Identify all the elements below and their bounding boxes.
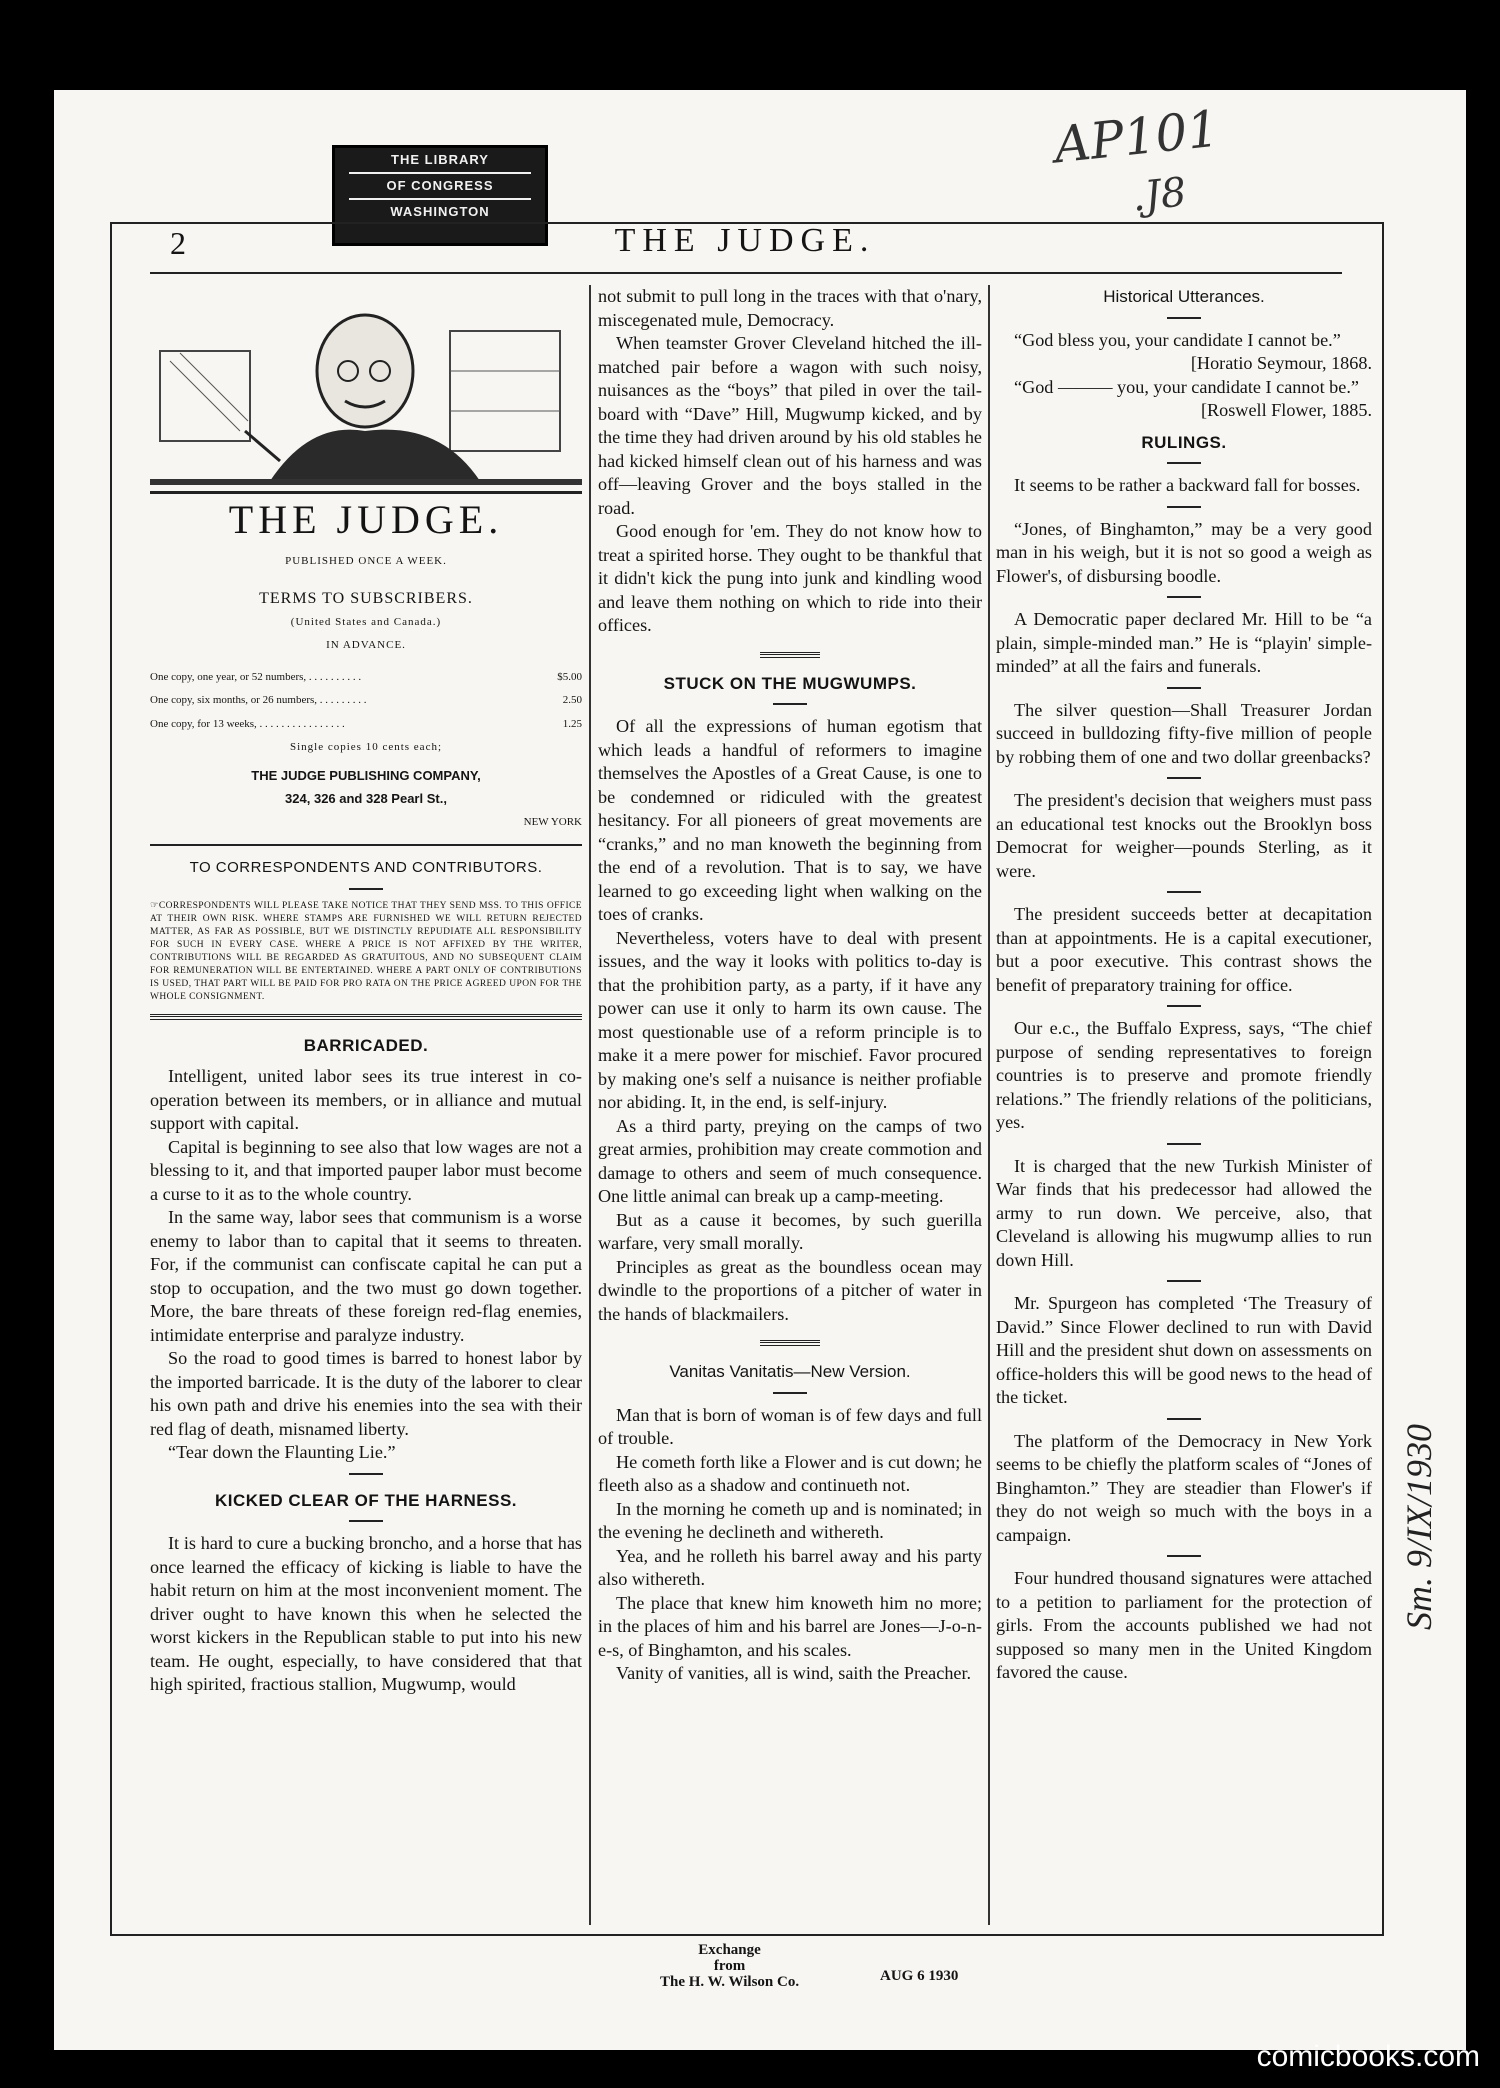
- rate-row: One copy, six months, or 26 numbers, . . . . . . . . . 2.50: [150, 694, 582, 706]
- dash-divider: [349, 888, 383, 890]
- judge-caricature-icon: [150, 291, 582, 491]
- ruling-item: The silver question—Shall Treasurer Jordan succeed in bulldozing fifty-five million of people by robbing them of one and two dollar greenbacks?: [996, 699, 1372, 767]
- box-title: THE JUDGE.: [228, 497, 504, 542]
- double-divider: [760, 652, 820, 658]
- ruling-item: It seems to be rather a backward fall for bosses.: [1014, 475, 1361, 495]
- barricaded-heading: BARRICADED.: [303, 1035, 429, 1055]
- rulings-heading: RULINGS.: [1141, 432, 1227, 452]
- dash-divider: [1167, 596, 1201, 598]
- ruling-item: “Jones, of Binghamton,” may be a very good man in his weigh, but it is not so good a weigh as Flower's, of disbursing boodle.: [996, 518, 1372, 586]
- correspondents-heading: TO CORRESPONDENTS AND CONTRIBUTORS.: [189, 859, 543, 876]
- dash-divider: [1167, 1280, 1201, 1282]
- paragraph: When teamster Grover Cleveland hitched the ill-matched pair before a wagon with such noisy, nuisances as the “boys” that piled in over the tail-board with “Dave” Hill, Mugwump kicked, and by the time they had driven around by his old stables he had kicked himself clean out of his harness and was off—leaving Grover and the boys stalled in the road.: [598, 333, 982, 518]
- paragraph: Principles as great as the boundless ocean may dwindle to the proportions of a pitcher of water in the hands of blackmailers.: [598, 1256, 982, 1324]
- editor-illustration: [150, 291, 582, 494]
- dash-divider: [1167, 1418, 1201, 1420]
- dash-divider: [1167, 317, 1201, 319]
- masthead-rule: [150, 272, 1342, 274]
- dash-divider: [1167, 687, 1201, 689]
- exchange-stamp: Exchange from The H. W. Wilson Co.: [660, 1942, 800, 1990]
- column-2: [598, 285, 982, 1686]
- double-divider: [760, 1340, 820, 1346]
- paragraph: He cometh forth like a Flower and is cut down; he fleeth also as a shadow and continueth not.: [598, 1451, 982, 1495]
- ruling-item: It is charged that the new Turkish Minister of War finds that his predecessor had allowed the army to run down. We perceive, also, that Cleveland is allowing his mugwump allies to run down Hill.: [996, 1155, 1372, 1270]
- dash-divider: [1167, 1005, 1201, 1007]
- masthead: THE JUDGE.: [614, 222, 876, 259]
- stamp-line: THE LIBRARY: [349, 148, 531, 174]
- margin-annotation: Sm. 9/IX/1930: [1399, 1424, 1439, 1630]
- column-rule: [589, 285, 591, 1925]
- paragraph: “Tear down the Flaunting Lie.”: [168, 1442, 396, 1462]
- publisher-address: 324, 326 and 328 Pearl St.,: [285, 791, 447, 806]
- terms-subheading: (United States and Canada.): [290, 615, 442, 628]
- dash-divider: [773, 703, 807, 705]
- paragraph: Intelligent, united labor sees its true interest in co-operation between its members, or in alliance and mutual support with capital.: [150, 1066, 582, 1133]
- stuck-heading: STUCK ON THE MUGWUMPS.: [663, 673, 917, 693]
- quote-attribution: [Roswell Flower, 1885.: [1200, 400, 1372, 420]
- ruling-item: The president's decision that weighers must pass an educational test knocks out the Brooklyn boss Democrat for weigher—pounds Sterling, as it were.: [996, 790, 1372, 881]
- dash-divider: [1167, 462, 1201, 464]
- ruling-item: The platform of the Democracy in New York seems to be chiefly the platform scales of “Jones of Binghamton.” They are steadier than Flower's if they do not weigh so much with the boys in a campaign.: [996, 1430, 1372, 1545]
- historical-heading: Historical Utterances.: [1103, 287, 1265, 306]
- ruling-item: The president succeeds better at decapitation than at appointments. He is a capital executioner, but a poor executive. This contrast shows the benefit of preparatory training for office.: [996, 904, 1372, 995]
- published-line: PUBLISHED ONCE A WEEK.: [285, 554, 447, 567]
- paragraph: Yea, and he rolleth his barrel away and his party also withereth.: [598, 1545, 982, 1589]
- paragraph: not submit to pull long in the traces with that o'nary, miscegenated mule, Democracy.: [598, 286, 982, 330]
- terms-heading: TERMS TO SUBSCRIBERS.: [259, 590, 473, 607]
- paragraph: As a third party, preying on the camps of two great armies, prohibition may create commotion and damage to others and seem of much consequence. One little animal can break up a camp-meeting.: [598, 1115, 982, 1206]
- call-number-suffix: .J8: [1129, 169, 1189, 221]
- paragraph: In the morning he cometh up and is nominated; in the evening he declineth and withereth.: [598, 1498, 982, 1542]
- dash-divider: [1167, 777, 1201, 779]
- page-number: 2: [170, 225, 186, 261]
- paragraph: Vanity of vanities, all is wind, saith the Preacher.: [616, 1663, 972, 1683]
- quote: “God bless you, your candidate I cannot be.”: [1014, 329, 1341, 350]
- publisher-city: NEW YORK: [523, 815, 582, 828]
- ruling-item: A Democratic paper declared Mr. Hill to be “a plain, simple-minded man.” He is “playin' simple-minded” at all the fairs and funerals.: [996, 609, 1372, 676]
- single-copy-line: Single copies 10 cents each;: [289, 741, 443, 753]
- quote: “God ——— you, your candidate I cannot be.”: [1014, 376, 1359, 397]
- publisher-name: THE JUDGE PUBLISHING COMPANY,: [251, 767, 481, 783]
- double-divider: [150, 1014, 582, 1020]
- rate-row: One copy, for 13 weeks, . . . . . . . . . . . . . . . . 1.25: [150, 717, 582, 730]
- dash-divider: [1167, 506, 1201, 508]
- dash-divider: [1167, 891, 1201, 893]
- divider: [150, 844, 582, 846]
- paragraph: Nevertheless, voters have to deal with present issues, and the way it looks with politics to-day is that the prohibition party, as a party, if it have any power can use it only to harm its own cause. The most questionable use of a reform principle is to make it a mere power for mischief. Favor procured by making one's self a nuisance is neither profiable nor abiding. It, in the end, is self-injury.: [598, 927, 982, 1112]
- column-3: [996, 285, 1372, 1685]
- paragraph: It is hard to cure a bucking broncho, and a horse that has once learned the efficacy of kicking is liable to have the habit return on him at the most inconvenient moment. The driver ought to have known this when he selected the worst kickers in the Republican stable to put into his new team. He ought, especially, to have considered that that high spirited, fractious stallion, Mugwump, would: [150, 1533, 582, 1694]
- advance-line: IN ADVANCE.: [326, 639, 406, 651]
- kicked-heading: KICKED CLEAR OF THE HARNESS.: [214, 1490, 518, 1510]
- ruling-item: Our e.c., the Buffalo Express, says, “The chief purpose of sending representatives to foreign countries is to preserve and promote friendly relations.” The friendly relations of the politicians, yes.: [996, 1018, 1372, 1132]
- rate-row: One copy, one year, or 52 numbers, . . . . . . . . . . $5.00: [150, 670, 582, 683]
- column-rule: [988, 285, 990, 1925]
- dash-divider: [349, 1473, 383, 1475]
- ruling-item: Four hundred thousand signatures were attached to a petition to parliament for the protection of girls. From the accounts published we had not supposed so many men in the United Kingdom favored the cause.: [996, 1568, 1372, 1682]
- paragraph: So the road to good times is barred to honest labor by the imported barricade. It is the duty of the laborer to clear his own path and drive his enemies into the sea with their red flag of death, misnamed liberty.: [150, 1348, 582, 1439]
- column-1: [150, 285, 582, 1697]
- dash-divider: [1167, 1143, 1201, 1145]
- paragraph: Capital is beginning to see also that low wages are not a blessing to it, and that imported pauper labor must become a curse to it as to the whole country.: [150, 1136, 582, 1204]
- vanitas-heading: Vanitas Vanitatis—New Version.: [669, 1362, 911, 1381]
- paragraph: The place that knew him knoweth him no more; in the places of him and his barrel are Jones—J-o-n-e-s, of Binghamton, and his scales.: [598, 1592, 982, 1660]
- ruling-item: Mr. Spurgeon has completed ‘The Treasury of David.” Since Flower declined to run with David Hill and the president shut down on assessments on office-holders this will be good news to the head of the ticket.: [996, 1293, 1372, 1407]
- paragraph: Good enough for 'em. They do not know how to treat a spirited horse. They ought to be thankful that it didn't kick the pung into junk and kindling wood and leave them nothing on which to ride into their offices.: [598, 521, 982, 635]
- dash-divider: [349, 1520, 383, 1522]
- correspondents-notice: ☞CORRESPONDENTS WILL PLEASE TAKE NOTICE THAT THEY SEND MSS. TO THIS OFFICE AT THEIR OWN RISK. WHERE STAMPS ARE FURNISHED WE WILL RETURN REJECTED MATTER, AS FAR AS POSSIBLE, BUT WE DISTINCTLY REPUDIATE ALL RESPONSIBILITY FOR SUCH IN EVERY CASE. WHERE A PRICE IS NOT AFFIXED BY THE WRITER, CONTRIBUTIONS WILL BE REGARDED AS GRATUITOUS, AND NO SUBSEQUENT CLAIM FOR REMUNERATION WILL BE ENTERTAINED. WHERE A PART ONLY OF CONTRIBUTIONS IS USED, THAT PART WILL BE PAID FOR PRO RATA ON THE PRICE AGREED UPON FOR THE WHOLE CONSIGNMENT.: [150, 900, 582, 1002]
- paragraph: But as a cause it becomes, by such guerilla warfare, very small morally.: [598, 1209, 982, 1253]
- paragraph: Of all the expressions of human egotism that which leads a handful of reformers to imagine themselves the Apostles of a Great Cause, is one to be condemned or ridiculed with the greatest hesitancy. For all pioneers of great movements are “cranks,” and no man knoweth the beginning from the end of a revolution. That is to say, we have learned to go exceeding light when walking on the toes of cranks.: [598, 716, 982, 924]
- dash-divider: [1167, 1555, 1201, 1557]
- paragraph: Man that is born of woman is of few days and full of trouble.: [598, 1404, 982, 1448]
- paragraph: In the same way, labor sees that communism is a worse enemy to labor than to capital that it seems to threaten. For, if the communist can confiscate capital he can put a stop to occupation, and the two must go down together. More, the bare threats of these foreign red-flag enemies, intimidate enterprise and paralyze industry.: [150, 1207, 582, 1345]
- watermark: comicbooks.com: [1256, 2040, 1480, 2073]
- call-number: AP101: [1051, 99, 1222, 175]
- received-date-stamp: AUG 6 1930: [880, 1968, 959, 1984]
- stamp-line: OF CONGRESS: [349, 174, 531, 200]
- dash-divider: [773, 1392, 807, 1394]
- quote-attribution: [Horatio Seymour, 1868.: [1190, 353, 1372, 373]
- stamp-line: WASHINGTON: [390, 204, 490, 219]
